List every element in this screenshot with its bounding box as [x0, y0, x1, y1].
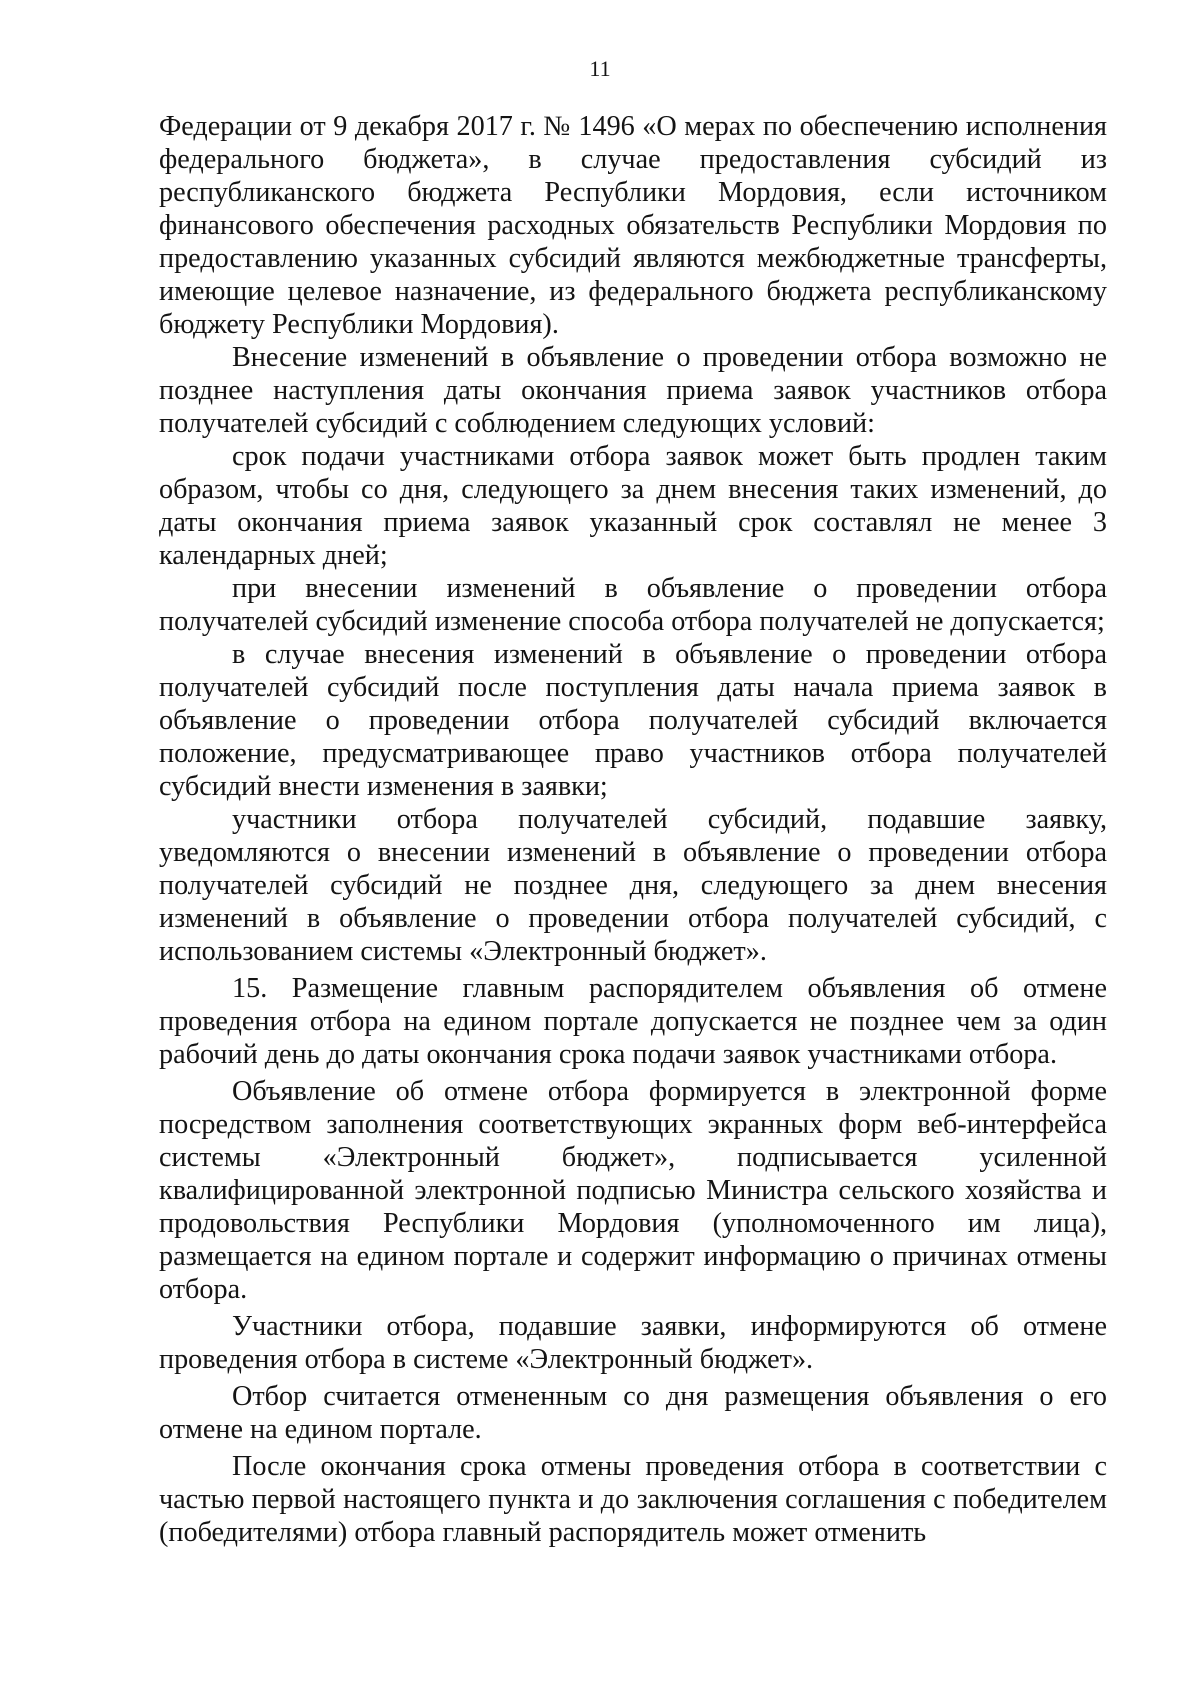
paragraph-participant-notification: участники отбора получателей субсидий, подавшие заявку, уведомляются о внесении изменений в объявление о проведении отбора получателей субсидий не позднее дня, следующего за днем внесения изменений в объявление о проведении отбора получателей субсидий, с использованием системы «Электронный бюджет». [159, 804, 1107, 967]
paragraph-changes-announcement: Внесение изменений в объявление о проведении отбора возможно не позднее наступления даты окончания приема заявок участников отбора получателей субсидий с соблюдением следующих условий: [159, 342, 1107, 439]
paragraph-method-change: при внесении изменений в объявление о проведении отбора получателей субсидий изменение способа отбора получателей не допускается; [159, 573, 1107, 637]
paragraph-cancelled-date: Отбор считается отмененным со дня размещения объявления о его отмене на едином портале. [159, 1381, 1107, 1445]
paragraph-application-changes: в случае внесения изменений в объявление о проведении отбора получателей субсидий после поступления даты начала приема заявок в объявление о проведении отбора получателей субсидий включается положение, предусматривающее право участников отбора получателей субсидий внести изменения в заявки; [159, 639, 1107, 802]
paragraph-after-cancellation: После окончания срока отмены проведения отбора в соответствии с частью первой настоящего пункта и до заключения соглашения с победителем (победителями) отбора главный распорядитель может отменить [159, 1451, 1107, 1548]
paragraph-item-15: 15. Размещение главным распорядителем объявления об отмене проведения отбора на едином портале допускается не позднее чем за один рабочий день до даты окончания срока подачи заявок участниками отбора. [159, 973, 1107, 1070]
paragraph-participants-informed: Участники отбора, подавшие заявки, информируются об отмене проведения отбора в системе «Электронный бюджет». [159, 1311, 1107, 1375]
page-number: 11 [589, 56, 611, 81]
paragraph-federation-decree: Федерации от 9 декабря 2017 г. № 1496 «О мерах по обеспечению исполнения федерального бюджета», в случае предоставления субсидий из республиканского бюджета Республики Мордовия, если источником финансового обеспечения расходных обязательств Республики Мордовия по предоставлению указанных субсидий являются межбюджетные трансферты, имеющие целевое назначение, из федерального бюджета республиканскому бюджету Республики Мордовия). [159, 111, 1107, 340]
document-body [159, 110, 1107, 1549]
paragraph-cancellation-notice: Объявление об отмене отбора формируется в электронной форме посредством заполнения соответствующих экранных форм веб-интерфейса системы «Электронный бюджет», подписывается усиленной квалифицированной электронной подписью Министра сельского хозяйства и продовольствия Республики Мордовия (уполномоченного им лица), размещается на едином портале и содержит информацию о причинах отмены отбора. [159, 1076, 1107, 1305]
paragraph-deadline-extension: срок подачи участниками отбора заявок может быть продлен таким образом, чтобы со дня, следующего за днем внесения таких изменений, до даты окончания приема заявок указанный срок составлял не менее 3 календарных дней; [159, 441, 1107, 571]
